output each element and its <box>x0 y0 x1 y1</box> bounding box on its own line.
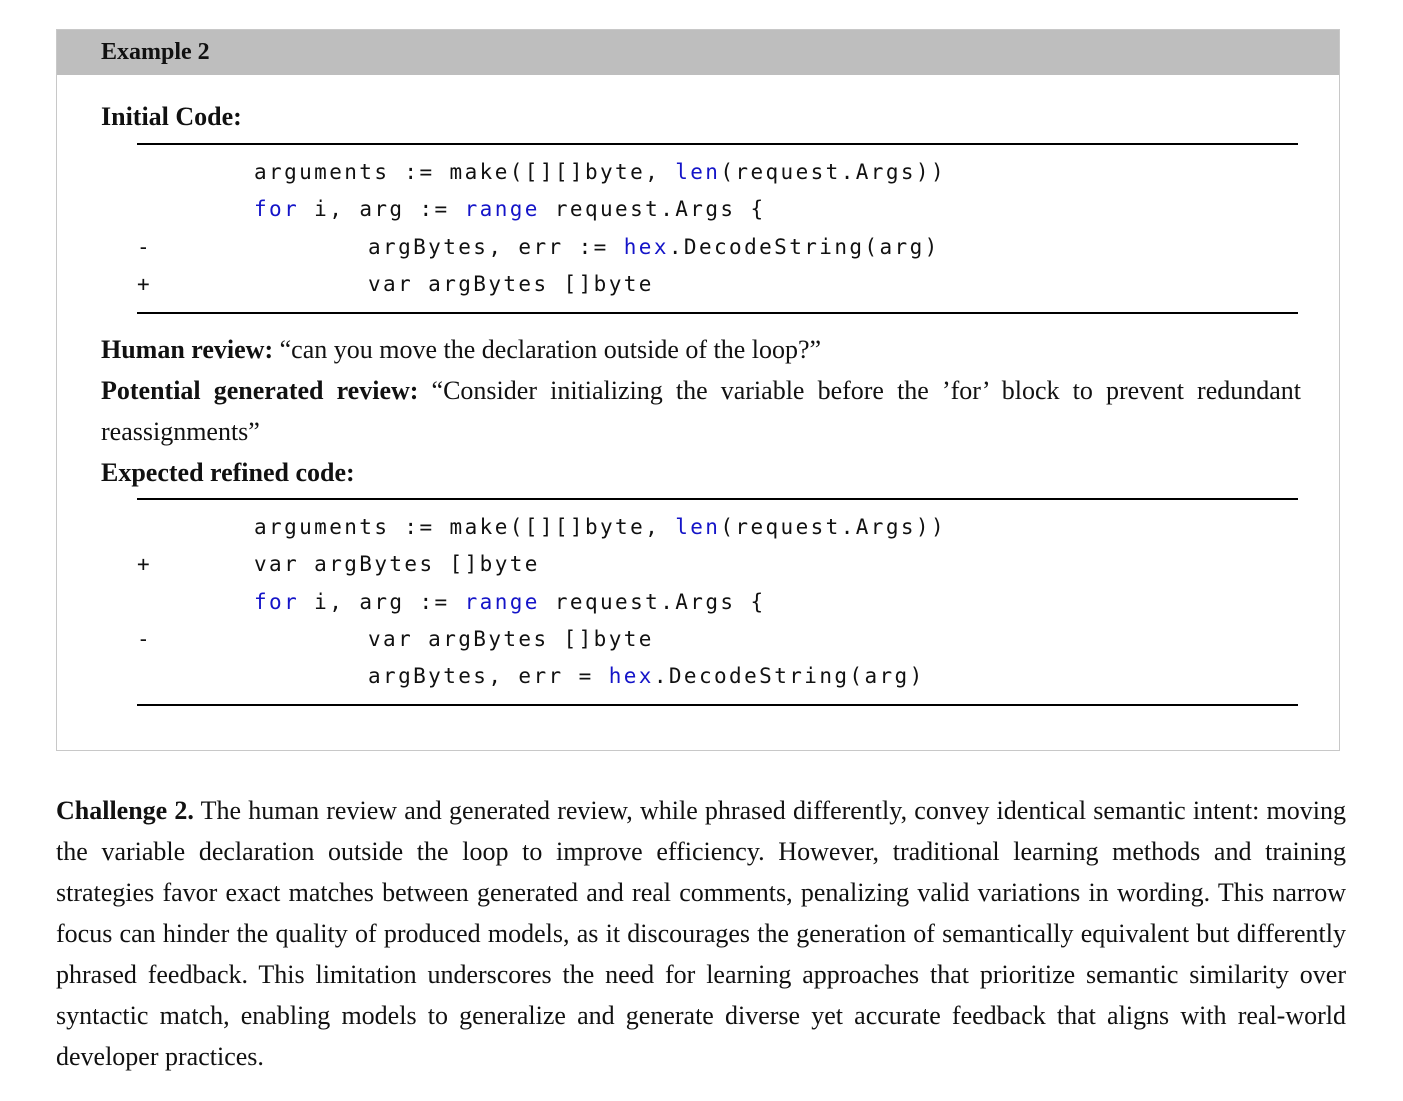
code-text <box>254 191 766 228</box>
code-keyword: len <box>675 515 721 539</box>
initial-code-bottom-rule <box>137 312 1298 314</box>
code-token: var argBytes []byte <box>368 271 654 296</box>
code-token: arguments := make([][]byte, <box>254 160 676 184</box>
code-line <box>137 546 1298 583</box>
example-box <box>56 29 1340 751</box>
code-token: request.Args { <box>539 589 766 614</box>
code-token: (request.Args)) <box>720 160 947 184</box>
initial-code-top-rule <box>137 143 1298 145</box>
code-token: .DecodeString(arg) <box>653 664 925 689</box>
generated-review <box>101 370 1301 452</box>
diff-marker: - <box>137 234 153 259</box>
code-token: arguments := make([][]byte, <box>254 515 676 539</box>
human-review <box>101 329 1301 370</box>
code-token: i, arg := <box>299 589 465 614</box>
code-line <box>137 621 1298 658</box>
code-line <box>137 229 1298 266</box>
diff-marker: - <box>137 626 153 651</box>
initial-code-label: Initial Code: <box>101 102 242 131</box>
code-text <box>368 229 940 266</box>
human-review-label: Human review: <box>101 335 274 364</box>
challenge-label: Challenge 2. <box>56 796 194 825</box>
human-review-text: “can you move the declaration outside of the loop?” <box>273 335 822 364</box>
challenge-text: The human review and generated review, while phrased differently, convey identical semantic intent: moving the variable declaration outside the loop to improve efficiency. However, traditional learning methods and training strategies favor exact matches between generated and real comments, penalizing valid variations in wording. This narrow focus can hinder the quality of produced models, as it discourages the generation of semantically equivalent but differently phrased feedback. This limitation underscores the need for learning approaches that prioritize semantic similarity over syntactic match, enabling models to generalize and generate diverse yet accurate feedback that aligns with real-world developer practices. <box>56 796 1346 1071</box>
expected-code-label: Expected refined code: <box>101 458 355 487</box>
generated-review-label: Potential generated review: <box>101 376 419 405</box>
code-token: i, arg := <box>299 197 465 222</box>
code-keyword: for <box>254 197 300 222</box>
initial-code-block <box>137 154 1298 303</box>
code-token: var argBytes []byte <box>368 626 654 651</box>
code-token: .DecodeString(arg) <box>668 234 940 259</box>
diff-marker: + <box>137 552 153 577</box>
code-line <box>137 191 1298 228</box>
code-keyword: range <box>464 589 540 614</box>
code-token: (request.Args)) <box>720 515 947 539</box>
code-text <box>368 266 654 303</box>
code-line <box>137 509 1298 546</box>
code-text <box>254 546 540 583</box>
code-text <box>368 621 654 658</box>
code-token: argBytes, err = <box>368 664 609 689</box>
code-token: request.Args { <box>539 197 766 222</box>
code-line <box>137 154 1298 191</box>
code-keyword: for <box>254 589 300 614</box>
code-token: var argBytes []byte <box>254 552 540 577</box>
code-line <box>137 266 1298 303</box>
challenge-paragraph <box>56 790 1346 1077</box>
code-keyword: hex <box>608 664 654 689</box>
expected-code-block <box>137 509 1298 695</box>
expected-code-bottom-rule <box>137 704 1298 706</box>
code-text <box>254 509 946 546</box>
code-line <box>137 658 1298 695</box>
code-keyword: range <box>464 197 540 222</box>
code-line <box>137 584 1298 621</box>
code-text <box>254 154 946 191</box>
code-token: argBytes, err := <box>368 234 624 259</box>
generated-review-text: “Consider initializing the variable before the ’for’ block to prevent redundant reassignments” <box>101 376 1302 446</box>
example-title: Example 2 <box>57 30 1339 75</box>
code-text <box>254 584 766 621</box>
expected-code-top-rule <box>137 498 1298 500</box>
diff-marker: + <box>137 271 153 296</box>
code-keyword: hex <box>623 234 669 259</box>
code-keyword: len <box>675 160 721 184</box>
code-text <box>368 658 925 695</box>
